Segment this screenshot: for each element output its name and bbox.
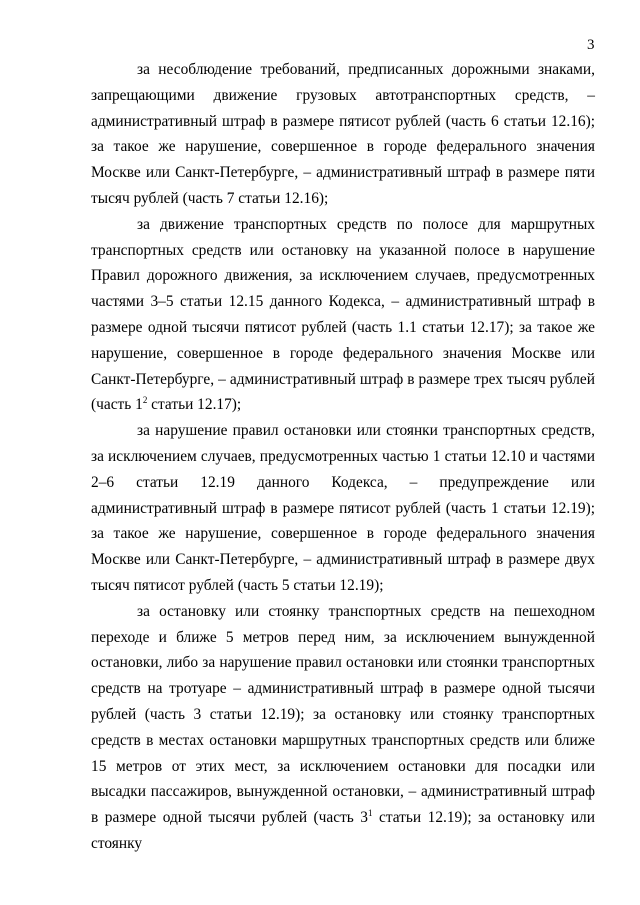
- paragraph-text: за несоблюдение требований, предписанных дорожными знаками, запрещающими движение грузовых автотранспортных средств, – административный штраф в размере пятисот рублей (часть 6 статьи 12.16); за такое же нарушение, совершенное в городе федерального значения Москве или Санкт-Петербурге, – административный штраф в размере пяти тысяч рублей (часть 7 статьи 12.16);: [91, 61, 595, 207]
- superscript: 2: [142, 395, 148, 406]
- paragraph-2: [91, 212, 595, 418]
- paragraph-text: статьи 12.17);: [147, 396, 242, 414]
- page-number: 3: [587, 37, 595, 53]
- document-body: [91, 57, 595, 857]
- paragraph-4: [91, 599, 595, 857]
- paragraph-3: [91, 418, 595, 599]
- paragraph-text: за остановку или стоянку транспортных средств на пешеходном переходе и ближе 5 метров перед ним, за исключением вынужденной остановки, либо за нарушение правил остановки или стоянки транспортных средств на тротуаре – административный штраф в размере одной тысячи рублей (часть 3 статьи 12.19); за остановку или стоянку транспортных средств в местах остановки маршрутных транспортных средств или ближе 15 метров от этих мест, за исключением остановки для посадки или высадки пассажиров, вынужденной остановки, – административный штраф в размере одной тысячи рублей (часть 3: [91, 602, 595, 827]
- paragraph-1: [91, 57, 595, 212]
- paragraph-text: за движение транспортных средств по полосе для маршрутных транспортных средств или остановку на указанной полосе в нарушение Правил дорожного движения, за исключением случаев, предусмотренных частями 3–5 статьи 12.15 данного Кодекса, – административный штраф в размере одной тысячи пятисот рублей (часть 1.1 статьи 12.17); за такое же нарушение, совершенное в городе федерального значения Москве или Санкт-Петербурге, – административный штраф в размере трех тысяч рублей (часть 1: [91, 215, 595, 414]
- paragraph-text: статьи 12.19); за остановку или стоянку: [91, 809, 595, 852]
- paragraph-text: за нарушение правил остановки или стоянки транспортных средств, за исключением случаев, предусмотренных частью 1 статьи 12.10 и частями 2–6 статьи 12.19 данного Кодекса, – предупреждение или административный штраф в размере пятисот рублей (часть 1 статьи 12.19); за такое же нарушение, совершенное в городе федерального значения Москве или Санкт-Петербурге, – административный штраф в размере двух тысяч пятисот рублей (часть 5 статьи 12.19);: [91, 422, 595, 594]
- superscript: 1: [368, 808, 373, 819]
